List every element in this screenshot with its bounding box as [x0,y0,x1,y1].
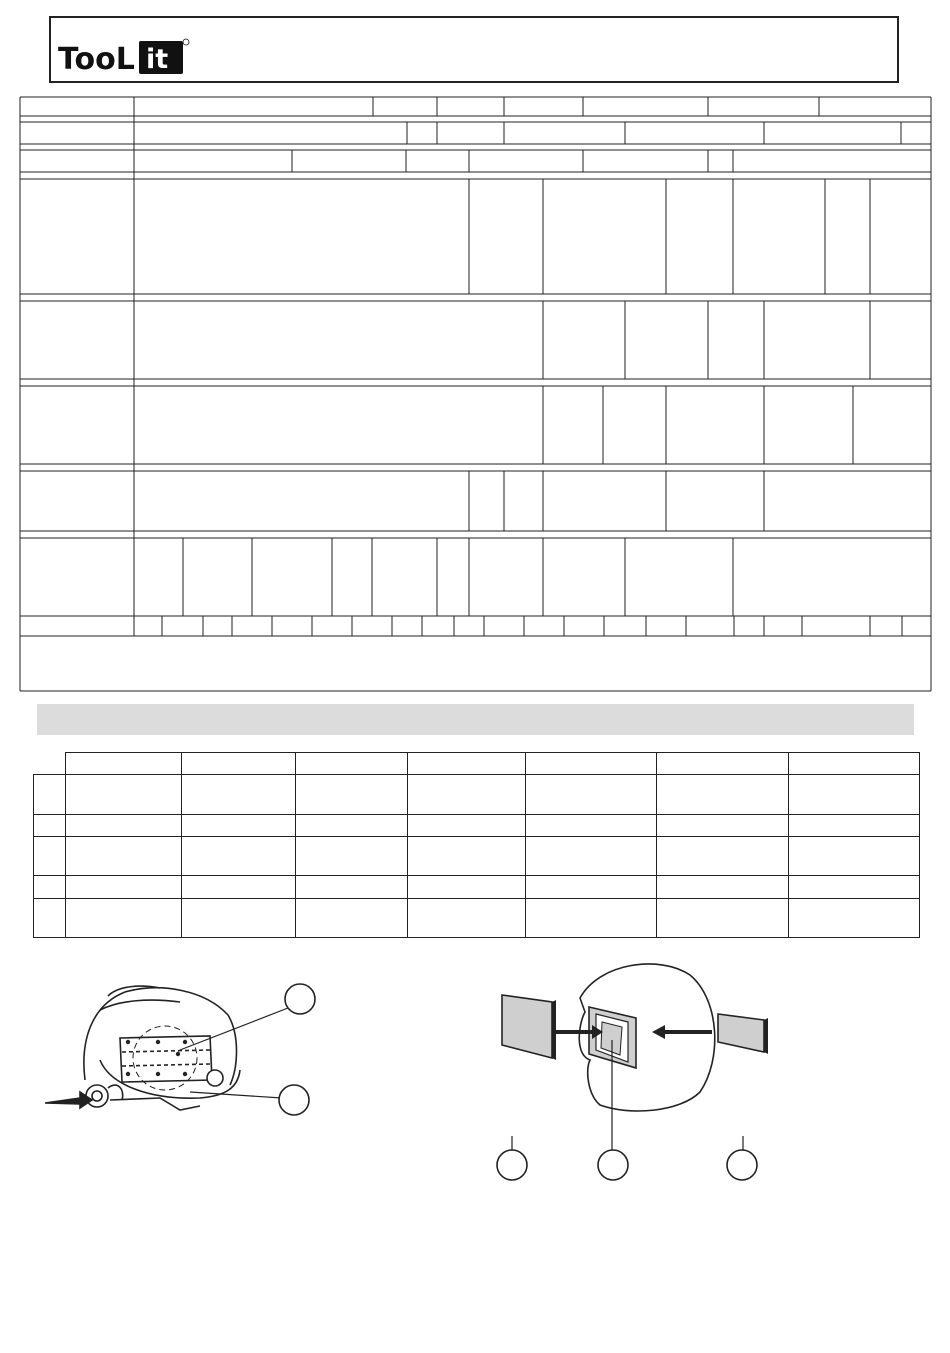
header-cell [657,753,789,775]
table-row [34,876,920,898]
table-row [34,836,920,875]
callout-circle [285,984,315,1014]
shade-table [33,752,920,938]
outer-cover-lens [502,995,556,1060]
svg-text:TooL: TooL [58,42,135,77]
row-label-cell [34,876,66,898]
illustrations [0,940,950,1200]
headgear-illustration [45,986,288,1110]
row-label-cell [34,814,66,836]
table-row [34,898,920,937]
table-row [34,775,920,814]
header-cell [182,753,296,775]
corner-cell [34,753,66,775]
table-row [34,814,920,836]
row-label-cell [34,775,66,814]
section-band [37,704,914,735]
header-cell [296,753,408,775]
callout-circle [279,1085,309,1115]
header-cell [789,753,920,775]
header-cell [526,753,657,775]
header-cell [66,753,182,775]
svg-text:it: it [146,44,169,75]
header-cell [408,753,526,775]
callout-circle [727,1150,757,1180]
inner-cover-lens [718,1014,768,1054]
callout-circle [497,1150,527,1180]
row-label-cell [34,898,66,937]
row-label-cell [34,836,66,875]
callout-circle [598,1150,628,1180]
